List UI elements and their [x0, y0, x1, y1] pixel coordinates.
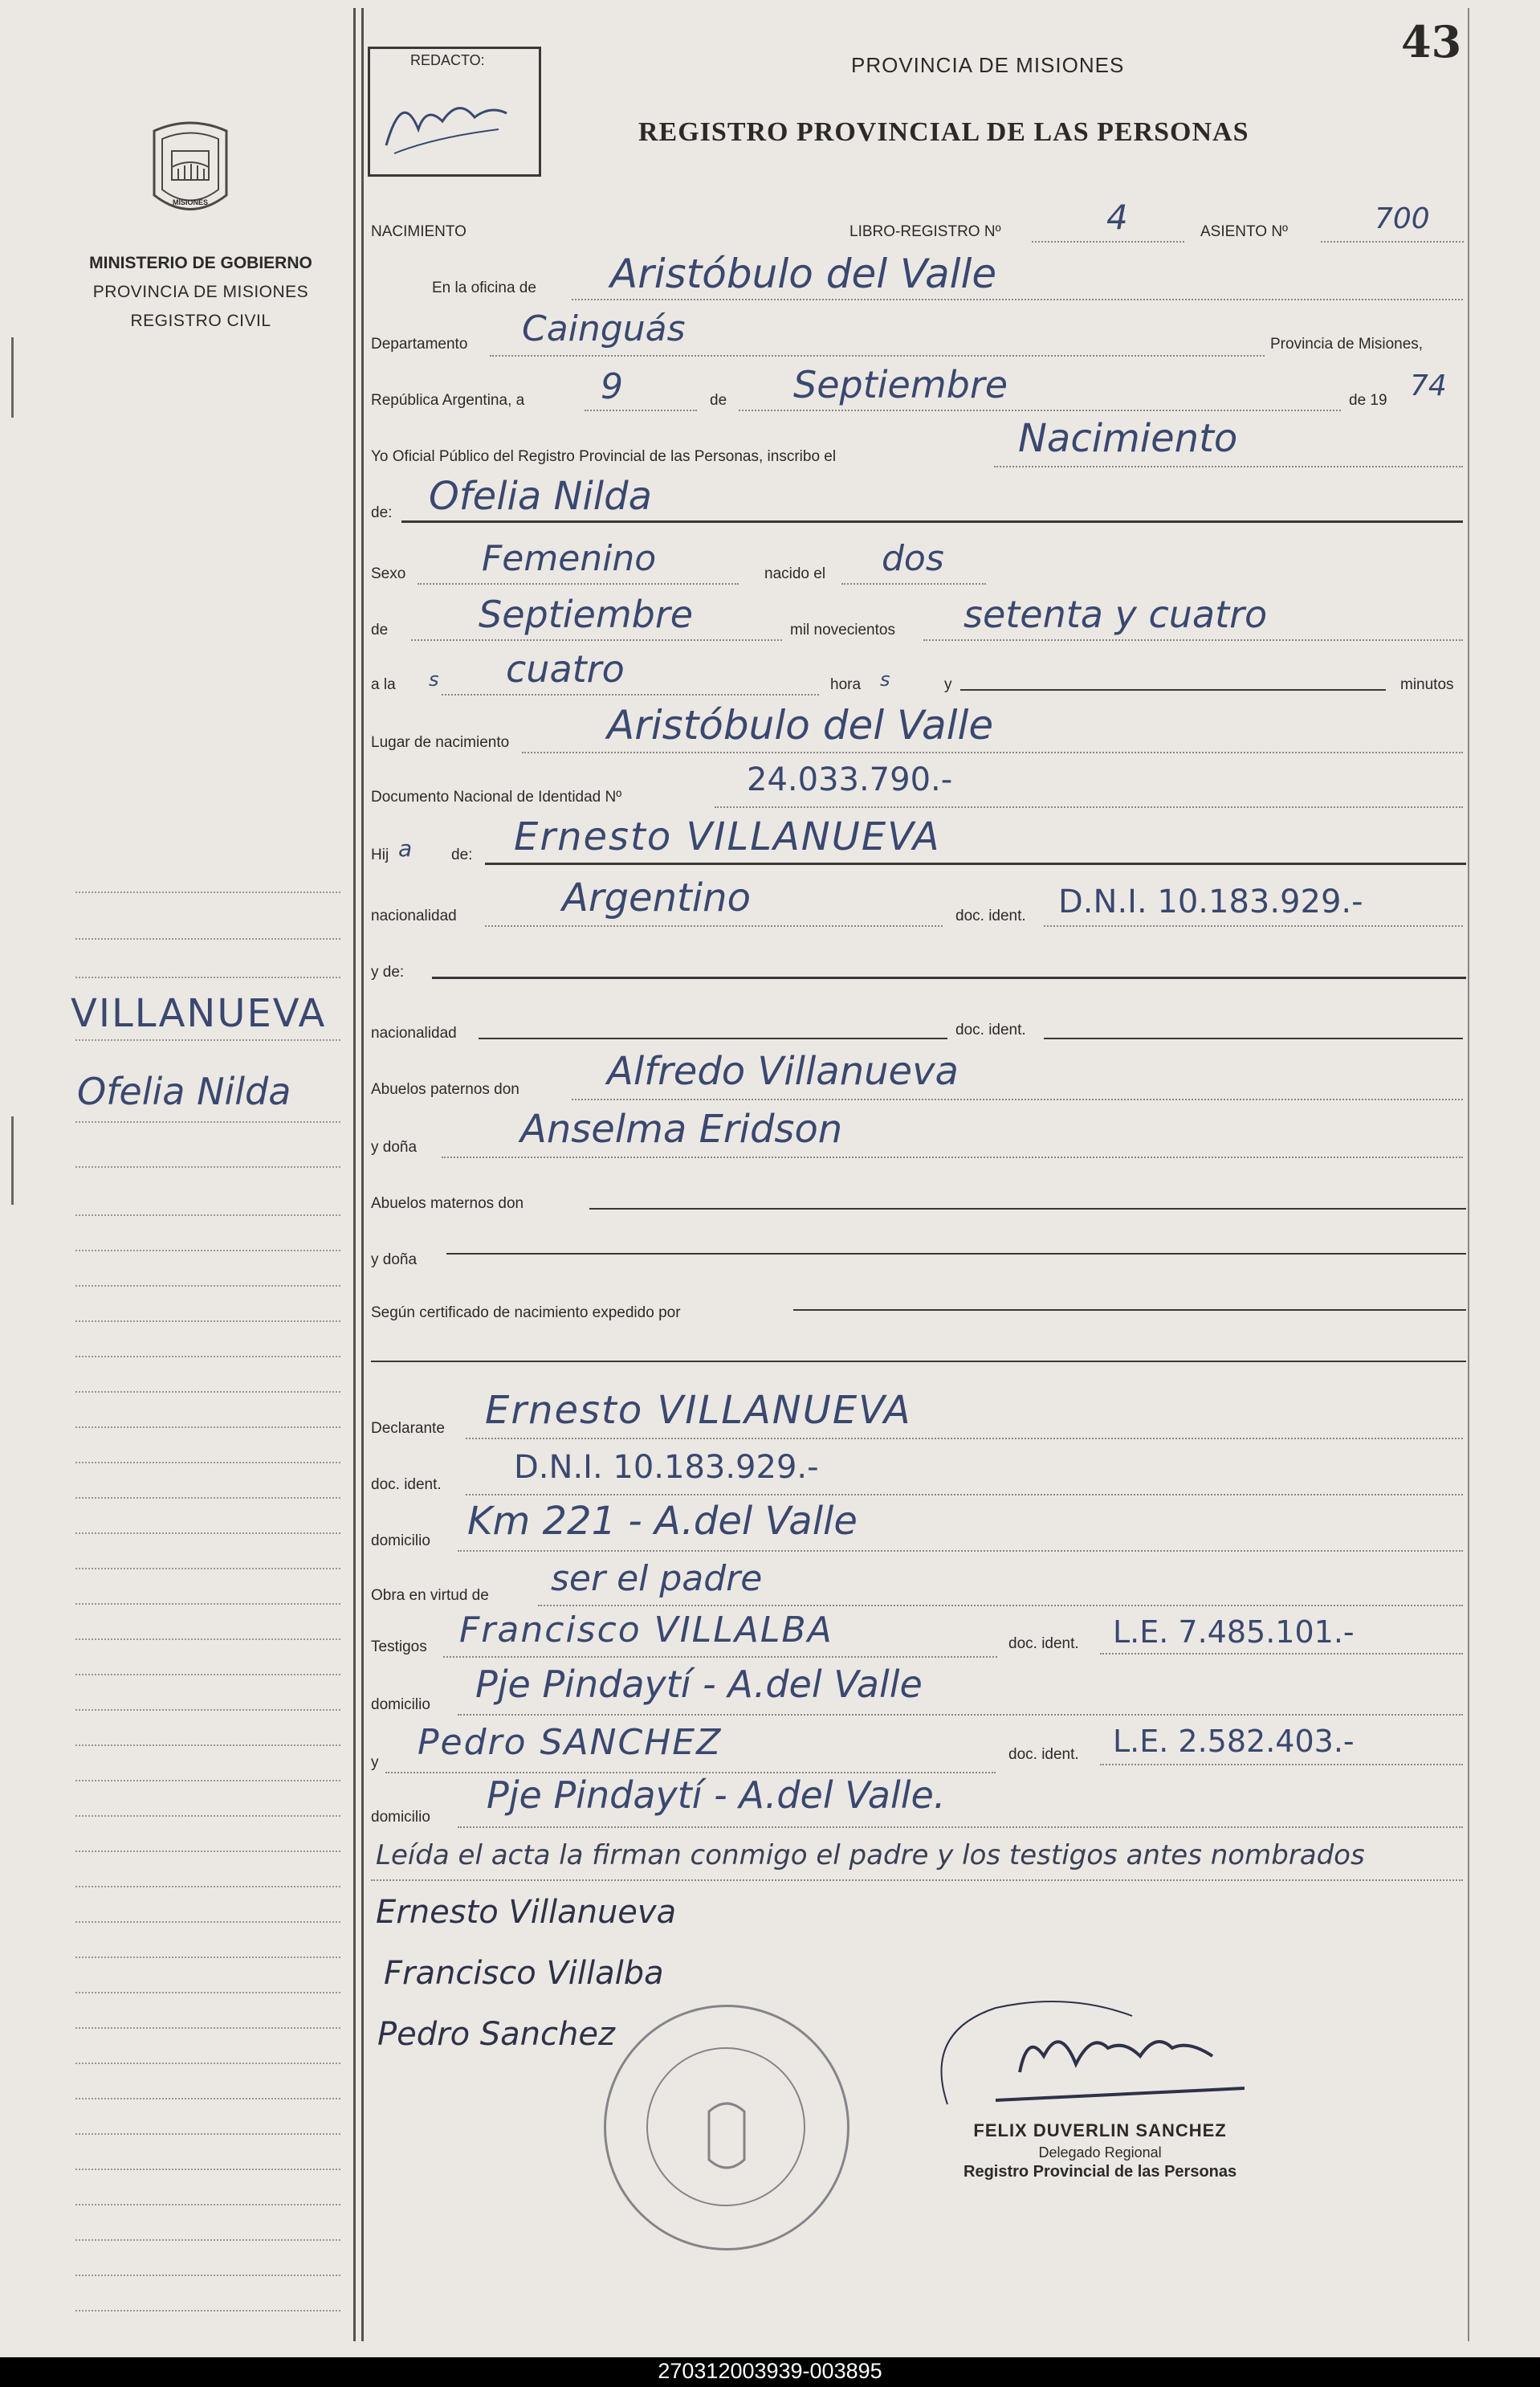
- ala-label: a la: [371, 676, 396, 693]
- ministry-block: [48, 231, 353, 331]
- margin-rule-right: [361, 8, 364, 2341]
- official-block: [964, 2120, 1236, 2181]
- signature-witness-1: Francisco Villalba: [384, 1955, 664, 1992]
- ministry-name: MINISTERIO DE GOBIERNO: [89, 254, 312, 272]
- decl-doc-value: D.N.I. 10.183.929.-: [514, 1449, 819, 1486]
- margin-rule-left: [353, 8, 356, 2341]
- name-value: Ofelia Nilda: [429, 474, 653, 519]
- test1-dom-label: domicilio: [371, 1696, 430, 1713]
- hij-label: Hij: [371, 847, 389, 863]
- test1-doc-value: L.E. 7.485.101.-: [1113, 1614, 1355, 1650]
- birth-month: Septiembre: [479, 593, 694, 636]
- y2-label: y: [371, 1754, 379, 1771]
- declarante-value: Ernesto VILLANUEVA: [485, 1388, 912, 1433]
- ydona2-label: y doña: [371, 1251, 418, 1268]
- hour-value: cuatro: [506, 647, 625, 691]
- month-value: Septiembre: [793, 363, 1008, 406]
- left-margin-panel: [0, 0, 353, 2357]
- sexo-value: Femenino: [482, 538, 657, 579]
- nacido-day: dos: [882, 538, 944, 579]
- hora-label: hora: [830, 676, 862, 693]
- dni-value: 24.033.790.-: [747, 761, 953, 798]
- ministry-province: PROVINCIA DE MISIONES: [92, 283, 309, 301]
- declarante-label: Declarante: [371, 1420, 445, 1437]
- father-doc: D.N.I. 10.183.929.-: [1058, 883, 1363, 920]
- asiento-value: 700: [1375, 202, 1430, 235]
- nacido-label: nacido el: [764, 565, 826, 582]
- republica-label: República Argentina, a: [371, 392, 525, 409]
- father-nationality: Argentino: [562, 875, 751, 920]
- hij-de-label: de:: [451, 847, 473, 863]
- sexo-label: Sexo: [371, 565, 406, 582]
- departamento-label: Departamento: [371, 336, 468, 353]
- doc-ident2-label: doc. ident.: [955, 1022, 1026, 1038]
- testigo2-value: Pedro SANCHEZ: [418, 1722, 723, 1763]
- mil-label: mil novecientos: [790, 622, 895, 639]
- hora-suffix: s: [880, 668, 890, 691]
- segun-label: Según certificado de nacimiento expedido por: [371, 1304, 681, 1321]
- obra-value: ser el padre: [551, 1558, 763, 1599]
- provincia-suffix: Provincia de Misiones,: [1270, 336, 1424, 353]
- testigos-label: Testigos: [371, 1638, 427, 1655]
- signature-father: Ernesto Villanueva: [376, 1894, 677, 1931]
- margin-given-names: Ofelia Nilda: [77, 1070, 291, 1113]
- oficina-value: Aristóbulo del Valle: [610, 251, 997, 297]
- libro-label: LIBRO-REGISTRO Nº: [849, 223, 1001, 240]
- test2-doc-label: doc. ident.: [1008, 1746, 1079, 1763]
- nacionalidad-label: nacionalidad: [371, 908, 457, 924]
- content-border-right: [1468, 8, 1469, 2341]
- nacionalidad2-label: nacionalidad: [371, 1025, 457, 1042]
- test2-dom-label: domicilio: [371, 1809, 430, 1826]
- registry-title: REGISTRO PROVINCIAL DE LAS PERSONAS: [638, 117, 1249, 147]
- oficina-label: En la oficina de: [432, 280, 536, 296]
- decl-doc-label: doc. ident.: [371, 1476, 442, 1493]
- stitch-mark-top: [11, 337, 20, 418]
- testigo1-value: Francisco VILLALBA: [459, 1610, 833, 1650]
- test2-doc-value: L.E. 2.582.403.-: [1113, 1724, 1355, 1759]
- official-role: Delegado Regional: [1038, 2144, 1162, 2161]
- ala-suffix: s: [429, 668, 439, 691]
- de-colon-label: de:: [371, 504, 393, 521]
- official-round-stamp: [604, 2005, 849, 2250]
- y-label: y: [944, 676, 952, 693]
- birth-year-words: setenta y cuatro: [964, 593, 1268, 636]
- official-office: Registro Provincial de las Personas: [964, 2163, 1237, 2181]
- test1-dom-value: Pje Pindaytí - A.del Valle: [475, 1663, 923, 1706]
- dni-label: Documento Nacional de Identidad Nº: [371, 789, 622, 806]
- lugar-value: Aristóbulo del Valle: [607, 702, 994, 749]
- libro-value: 4: [1106, 198, 1128, 237]
- stitch-mark-middle: [11, 1116, 20, 1205]
- inscribe-value: Nacimiento: [1018, 416, 1238, 461]
- obra-label: Obra en virtud de: [371, 1587, 489, 1604]
- departamento-value: Cainguás: [522, 308, 686, 349]
- lugar-label: Lugar de nacimiento: [371, 734, 510, 751]
- asiento-label: ASIENTO Nº: [1200, 223, 1288, 240]
- minutos-label: minutos: [1400, 676, 1454, 693]
- de2-label: de: [371, 622, 389, 639]
- official-name: FELIX DUVERLIN SANCHEZ: [973, 2120, 1227, 2140]
- page-number: 43: [1401, 16, 1462, 67]
- domicilio-label: domicilio: [371, 1532, 430, 1549]
- redacto-initials: [370, 73, 531, 169]
- day-value: 9: [601, 366, 623, 407]
- doc-ident-label: doc. ident.: [955, 908, 1026, 924]
- official-signature: [907, 1984, 1325, 2112]
- father-value: Ernesto VILLANUEVA: [514, 814, 941, 859]
- abuelos-mat-label: Abuelos maternos don: [371, 1195, 524, 1212]
- de-label: de: [710, 392, 727, 409]
- margin-surname: VILLANUEVA: [71, 991, 327, 1036]
- year-value: 74: [1410, 369, 1447, 402]
- oficial-text: Yo Oficial Público del Registro Provincial de las Personas, inscribo el: [371, 448, 837, 465]
- record-type-label: NACIMIENTO: [371, 223, 466, 240]
- ministry-office: REGISTRO CIVIL: [130, 312, 271, 330]
- yde-label: y de:: [371, 964, 405, 981]
- signature-witness-2: Pedro Sanchez: [377, 2016, 615, 2053]
- provincial-seal: [146, 119, 234, 223]
- hij-suffix: a: [398, 835, 413, 862]
- footer-image-id: 270312003939-003895: [658, 2359, 882, 2383]
- redacto-box: [368, 47, 541, 177]
- domicilio-value: Km 221 - A.del Valle: [467, 1499, 858, 1544]
- ydona-label: y doña: [371, 1139, 418, 1156]
- seal-label: MISIONES: [172, 198, 208, 206]
- closing-text: Leída el acta la firman conmigo el padre y los testigos antes nombrados: [376, 1839, 1365, 1871]
- abuelo-pat: Alfredo Villanueva: [607, 1049, 959, 1094]
- test1-doc-label: doc. ident.: [1008, 1635, 1079, 1652]
- year-label: de 19: [1349, 392, 1387, 409]
- abuelos-pat-label: Abuelos paternos don: [371, 1081, 519, 1098]
- province-title: PROVINCIA DE MISIONES: [851, 53, 1125, 77]
- redacto-label: REDACTO:: [410, 52, 485, 68]
- test2-dom-value: Pje Pindaytí - A.del Valle.: [487, 1773, 946, 1817]
- abuela-pat: Anselma Eridson: [520, 1107, 843, 1152]
